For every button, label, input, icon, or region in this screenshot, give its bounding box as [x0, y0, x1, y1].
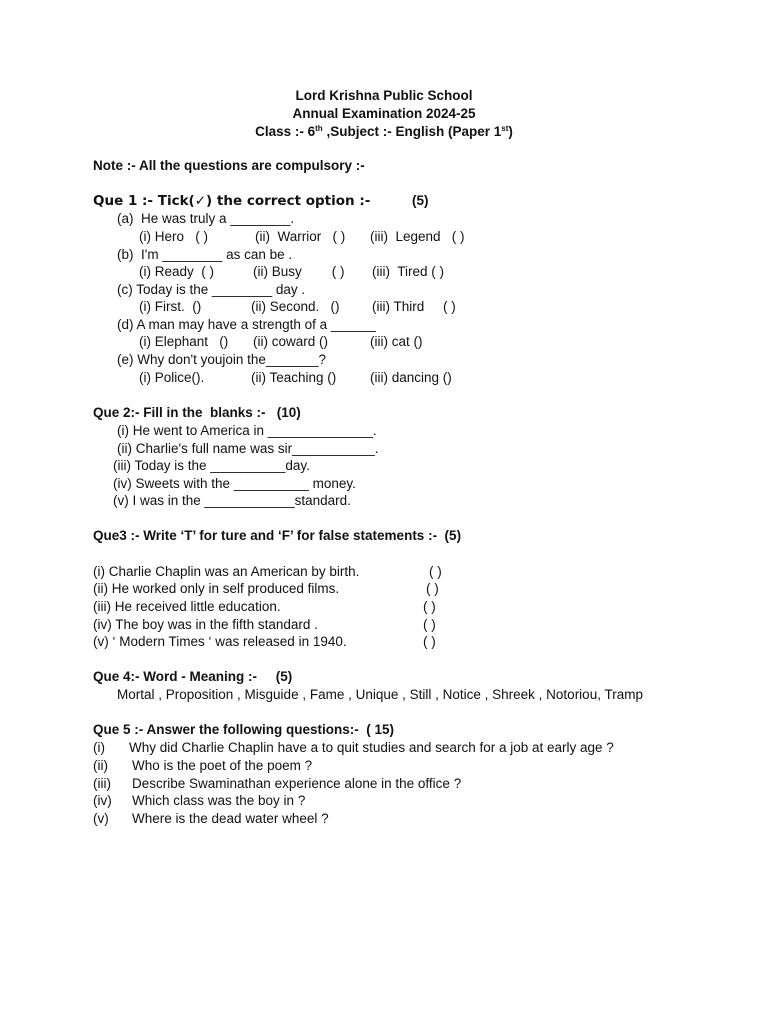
- q3-statement-3: (iii) He received little education.: [93, 599, 281, 614]
- q2-title: Que 2:- Fill in the blanks :- (10): [93, 405, 301, 420]
- q1-question-d: (d) A man may have a strength of a ______: [117, 317, 376, 332]
- q1-e-option-3: (iii) dancing (): [370, 370, 452, 385]
- q1-c-option-1: (i) First. (): [139, 299, 202, 314]
- school-name: Lord Krishna Public School: [295, 88, 473, 103]
- q5-number-1: (i): [93, 740, 105, 755]
- q5-question-4: Which class was the boy in ?: [132, 793, 306, 808]
- q4-title: Que 4:- Word - Meaning :- (5): [93, 669, 293, 684]
- q1-d-option-3: (iii) cat (): [370, 334, 423, 349]
- q1-question-c: (c) Today is the ________ day .: [117, 282, 306, 297]
- class-subject-line: [0, 124, 768, 139]
- q5-number-3: (iii): [93, 776, 111, 791]
- q1-b-option-1: (i) Ready ( ): [139, 264, 215, 279]
- q1-a-option-3: (iii) Legend ( ): [370, 229, 465, 244]
- q1-b-option-3: (iii) Tired ( ): [372, 264, 444, 279]
- q3-statement-1: (i) Charlie Chaplin was an American by birth.: [93, 564, 360, 579]
- q5-title: Que 5 :- Answer the following questions:- ( 15): [93, 722, 395, 737]
- subject-end: ): [508, 124, 513, 139]
- q1-c-option-2: (ii) Second. (): [251, 299, 340, 314]
- q5-number-4: (iv): [93, 793, 112, 808]
- q1-title: Que 1 :- Tick(✓) the correct option :-: [93, 193, 371, 209]
- q5-question-1: Why did Charlie Chaplin have a to quit studies and search for a job at early age ?: [129, 740, 614, 755]
- paper-superscript: st: [501, 124, 509, 133]
- q1-c-option-3: (iii) Third ( ): [372, 299, 456, 314]
- q3-title: Que3 :- Write ‘T’ for ture and ‘F’ for false statements :- (5): [93, 528, 462, 543]
- q2-item-2: (ii) Charlie's full name was sir___________.: [117, 441, 379, 456]
- exam-title: Annual Examination 2024-25: [292, 106, 476, 121]
- q2-item-3: (iii) Today is the __________day.: [113, 458, 310, 473]
- q1-a-option-2: (ii) Warrior ( ): [255, 229, 346, 244]
- note: Note :- All the questions are compulsory :-: [93, 158, 365, 173]
- q3-answer-box-5: ( ): [423, 634, 436, 649]
- q3-statement-5: (v) ‘ Modern Times ‘ was released in 1940.: [93, 634, 347, 649]
- q4-word-list: Mortal , Proposition , Misguide , Fame , Unique , Still , Notice , Shreek , Notoriou, Tramp: [117, 687, 643, 702]
- q5-question-5: Where is the dead water wheel ?: [132, 811, 329, 826]
- q5-question-2: Who is the poet of the poem ?: [132, 758, 313, 773]
- q1-d-option-2: (ii) coward (): [253, 334, 329, 349]
- q1-b-option-2: (ii) Busy ( ): [253, 264, 345, 279]
- q1-a-option-1: (i) Hero ( ): [139, 229, 208, 244]
- q1-marks: (5): [412, 193, 429, 208]
- q2-item-4: (iv) Sweets with the __________ money.: [113, 476, 356, 491]
- q2-item-5: (v) I was in the ____________standard.: [113, 493, 351, 508]
- q1-question-e: (e) Why don't youjoin the_______?: [117, 352, 326, 367]
- q5-number-2: (ii): [93, 758, 108, 773]
- subject-label: ,Subject :- English (Paper 1: [322, 124, 502, 139]
- q3-answer-box-4: ( ): [423, 617, 436, 632]
- q3-answer-box-1: ( ): [429, 564, 442, 579]
- q5-question-3: Describe Swaminathan experience alone in the office ?: [132, 776, 462, 791]
- q3-statement-2: (ii) He worked only in self produced films.: [93, 581, 340, 596]
- class-superscript: th: [315, 124, 323, 133]
- q1-d-option-1: (i) Elephant (): [139, 334, 229, 349]
- q1-question-b: (b) I'm ________ as can be .: [117, 247, 293, 262]
- q1-e-option-2: (ii) Teaching (): [251, 370, 337, 385]
- q2-item-1: (i) He went to America in ______________.: [117, 423, 377, 438]
- q3-statement-4: (iv) The boy was in the fifth standard .: [93, 617, 318, 632]
- q1-question-a: (a) He was truly a ________.: [117, 211, 295, 226]
- class-label: Class :- 6: [255, 124, 316, 139]
- q3-answer-box-2: ( ): [426, 581, 439, 596]
- q5-number-5: (v): [93, 811, 109, 826]
- q3-answer-box-3: ( ): [423, 599, 436, 614]
- q1-e-option-1: (i) Police().: [139, 370, 205, 385]
